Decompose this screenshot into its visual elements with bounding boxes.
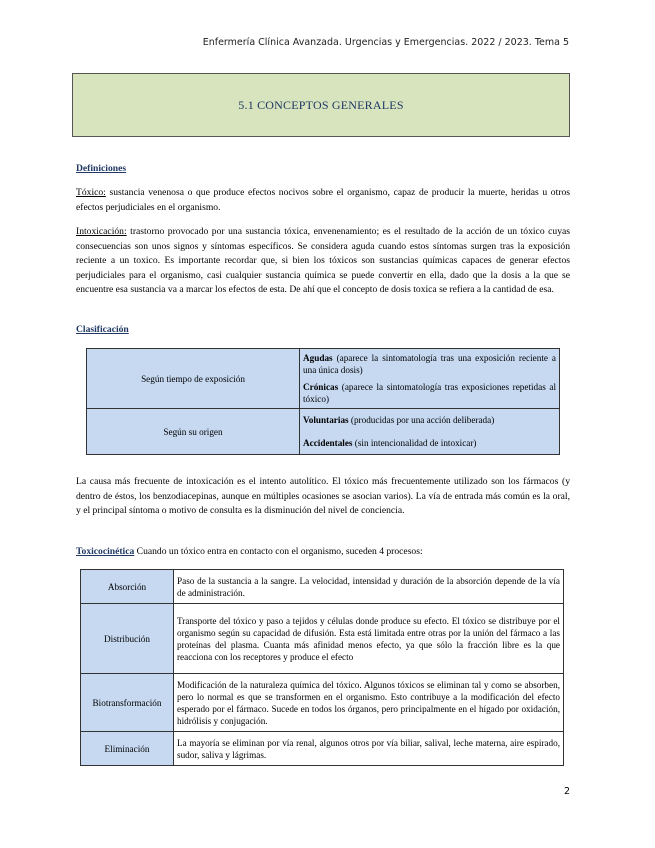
page-header: Enfermería Clínica Avanzada. Urgencias y Emergencias. 2022 / 2023. Tema 5 (202, 37, 569, 48)
clasificacion-row-label: Según tiempo de exposición (87, 349, 300, 409)
process-name: Biotransformación (81, 674, 174, 732)
table-row (87, 409, 560, 455)
clasificacion-row-label: Según su origen (87, 409, 300, 455)
toxico-paragraph (76, 186, 570, 215)
voluntarias-term: Voluntarias (303, 415, 349, 425)
section-title: 5.1 CONCEPTOS GENERALES (238, 97, 404, 112)
toxico-term: Tóxico: (76, 187, 106, 198)
table-row (81, 674, 564, 732)
process-name: Distribución (81, 604, 174, 674)
clasificacion-row-content (300, 349, 560, 409)
toxicocinetica-intro: Cuando un tóxico entra en contacto con el organismo, suceden 4 procesos: (134, 546, 423, 557)
toxicocinetica-heading: Toxicocinética (76, 546, 135, 557)
clasificacion-heading: Clasificación (76, 324, 129, 335)
agudas-term: Agudas (303, 353, 333, 363)
definiciones-heading-line (76, 162, 570, 177)
intoxicacion-text: trastorno provocado por una sustancia tóxica, envenenamiento; es el resultado de la acción de un tóxico cuyas consecuencias son unos signos y síntomas específicos. Se considera aguda cuando estos síntomas surgen tras la exposición reciente a un toxico. Es importante recordar que, si bien los tóxicos son sustancias químicas capaces de generar efectos perjudiciales para el organismo, casi cualquier sustancia química se puede convertir en ella, dado que la dosis a la que se encuentre esa sustancia va a marcar los efectos de esta. De ahí que el concepto de dosis toxica se refiera a la cantidad de esa. (76, 226, 570, 295)
intoxicacion-term: Intoxicación: (76, 226, 127, 237)
table-row (81, 604, 564, 674)
process-description: La mayoría se eliminan por vía renal, algunos otros por vía biliar, salival, leche materna, aire espirado, sudor, saliva y lágrimas. (174, 732, 564, 766)
section-title-box (72, 73, 570, 137)
process-name: Absorción (81, 570, 174, 604)
intoxicacion-paragraph (76, 225, 570, 298)
cronicas-term: Crónicas (303, 382, 339, 392)
causa-paragraph: La causa más frecuente de intoxicación es el intento autolítico. El tóxico más frecuentemente utilizado son los fármacos (y dentro de éstos, los benzodiacepinas, aunque en múltiples ocasiones se asocian varios). La vía de entrada más común es la oral, y el principal síntoma o motivo de consulta es la disminución del nivel de conciencia. (76, 476, 570, 516)
table-row (87, 349, 560, 409)
voluntarias-text: (producidas por una acción deliberada) (348, 415, 495, 425)
process-description: Paso de la sustancia a la sangre. La velocidad, intensidad y duración de la absorción depende de la vía de administración. (174, 570, 564, 604)
accidentales-term: Accidentales (303, 438, 353, 448)
table-row (81, 570, 564, 604)
process-description: Modificación de la naturaleza química del tóxico. Algunos tóxicos se eliminan tal y como se absorben, pero lo normal es que se transformen en el organismo. Esto contribuye a la modificación del efecto esperado por el fármaco. Sucede en todos los órganos, pero principalmente en el hígado por oxidación, hidrólisis y conjugación. (174, 674, 564, 732)
table-row (81, 732, 564, 766)
page-number: 2 (563, 786, 570, 797)
clasificacion-heading-line (76, 323, 570, 338)
clasificacion-row-content (300, 409, 560, 455)
agudas-text: (aparece la sintomatología tras una exposición reciente a una única dosis) (303, 353, 556, 375)
process-name: Eliminación (81, 732, 174, 766)
toxicocinetica-paragraph (76, 545, 570, 560)
accidentales-text: (sin intencionalidad de intoxicar) (352, 438, 477, 448)
cronicas-text: (aparece la sintomatología tras exposiciones repetidas al tóxico) (303, 382, 556, 404)
toxicocinetica-table (80, 569, 564, 766)
clasificacion-table (86, 348, 560, 455)
toxico-text: sustancia venenosa o que produce efectos nocivos sobre el organismo, capaz de producir la muerte, heridas u otros efectos perjudiciales en el organismo. (76, 187, 570, 213)
definiciones-heading: Definiciones (76, 163, 127, 174)
process-description: Transporte del tóxico y paso a tejidos y células donde produce su efecto. El tóxico se distribuye por el organismo según su capacidad de difusión. Esta está limitada entre otras por la unión del fármaco a las proteínas del plasma. Cuanta más afinidad menos efecto, ya que sólo la fracción libre es la que reacciona con los receptores y produce el efecto (174, 604, 564, 674)
